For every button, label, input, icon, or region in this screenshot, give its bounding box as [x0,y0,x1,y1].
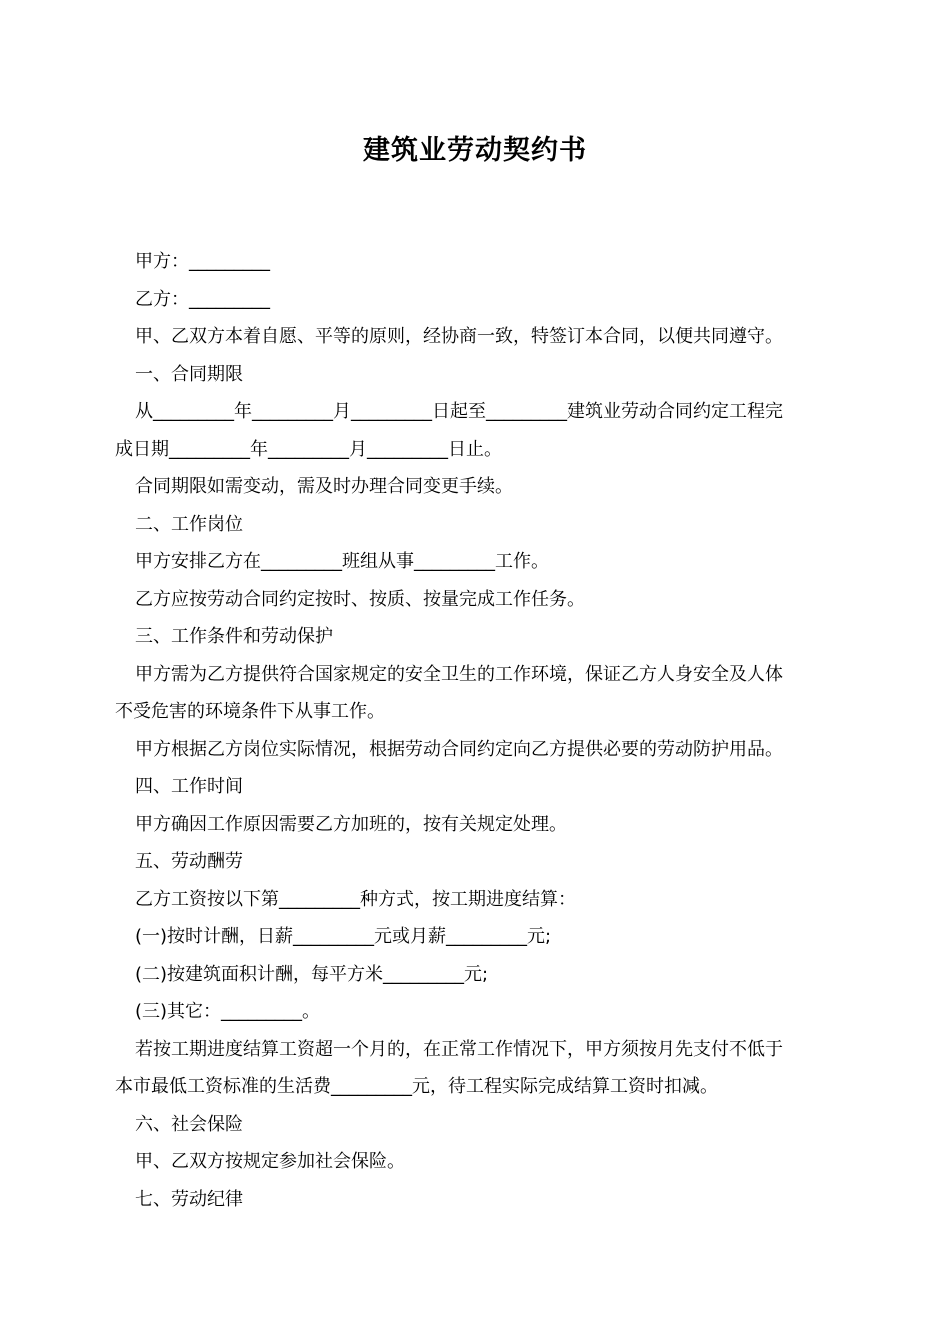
conditions-paragraph-line-2: 不受危害的环境条件下从事工作。 [115,701,385,722]
term-paragraph-line-1: 从_________年_________月_________日起至_________建筑业劳动合同约定工程完 [135,401,783,422]
section-heading-discipline: 七、劳动纪律 [135,1188,243,1210]
position-paragraph: 甲方安排乙方在_________班组从事_________工作。 [135,551,549,572]
conditions-paragraph-line-1: 甲方需为乙方提供符合国家规定的安全卫生的工作环境，保证乙方人身安全及人体 [135,663,783,685]
section-heading-pay: 五、劳动酬劳 [135,851,243,872]
document-title: 建筑业劳动契约书 [363,135,587,166]
party-b-line: 乙方：_________ [135,288,270,310]
pay-option-1: (一)按时计酬，日薪_________元或月薪_________元; [135,926,552,947]
living-allowance-line-1: 若按工期进度结算工资超一个月的，在正常工作情况下，甲方须按月先支付不低于 [135,1038,783,1060]
section-heading-position: 二、工作岗位 [135,513,243,535]
pay-option-3: (三)其它：_________。 [135,1001,321,1022]
overtime-paragraph: 甲方确因工作原因需要乙方加班的，按有关规定处理。 [135,813,567,835]
section-heading-conditions: 三、工作条件和劳动保护 [135,626,333,647]
insurance-paragraph: 甲、乙双方按规定参加社会保险。 [135,1151,405,1172]
term-paragraph-line-2: 成日期_________年_________月_________日止。 [115,438,502,460]
section-heading-hours: 四、工作时间 [135,776,243,797]
document-body [115,243,837,1218]
duty-paragraph: 乙方应按劳动合同约定按时、按质、按量完成工作任务。 [135,588,585,610]
pay-method-paragraph: 乙方工资按以下第_________种方式，按工期进度结算： [135,888,576,910]
preamble-paragraph: 甲、乙双方本着自愿、平等的原则，经协商一致，特签订本合同，以便共同遵守。 [135,326,783,347]
section-heading-insurance: 六、社会保险 [135,1113,243,1135]
pay-option-2: (二)按建筑面积计酬，每平方米_________元; [135,963,489,985]
term-change-paragraph: 合同期限如需变动，需及时办理合同变更手续。 [135,476,513,497]
living-allowance-line-2: 本市最低工资标准的生活费_________元，待工程实际完成结算工资时扣减。 [115,1076,718,1097]
section-heading-term: 一、合同期限 [135,363,243,385]
party-a-line: 甲方：_________ [135,251,270,272]
protection-paragraph: 甲方根据乙方岗位实际情况，根据劳动合同约定向乙方提供必要的劳动防护用品。 [135,738,783,760]
